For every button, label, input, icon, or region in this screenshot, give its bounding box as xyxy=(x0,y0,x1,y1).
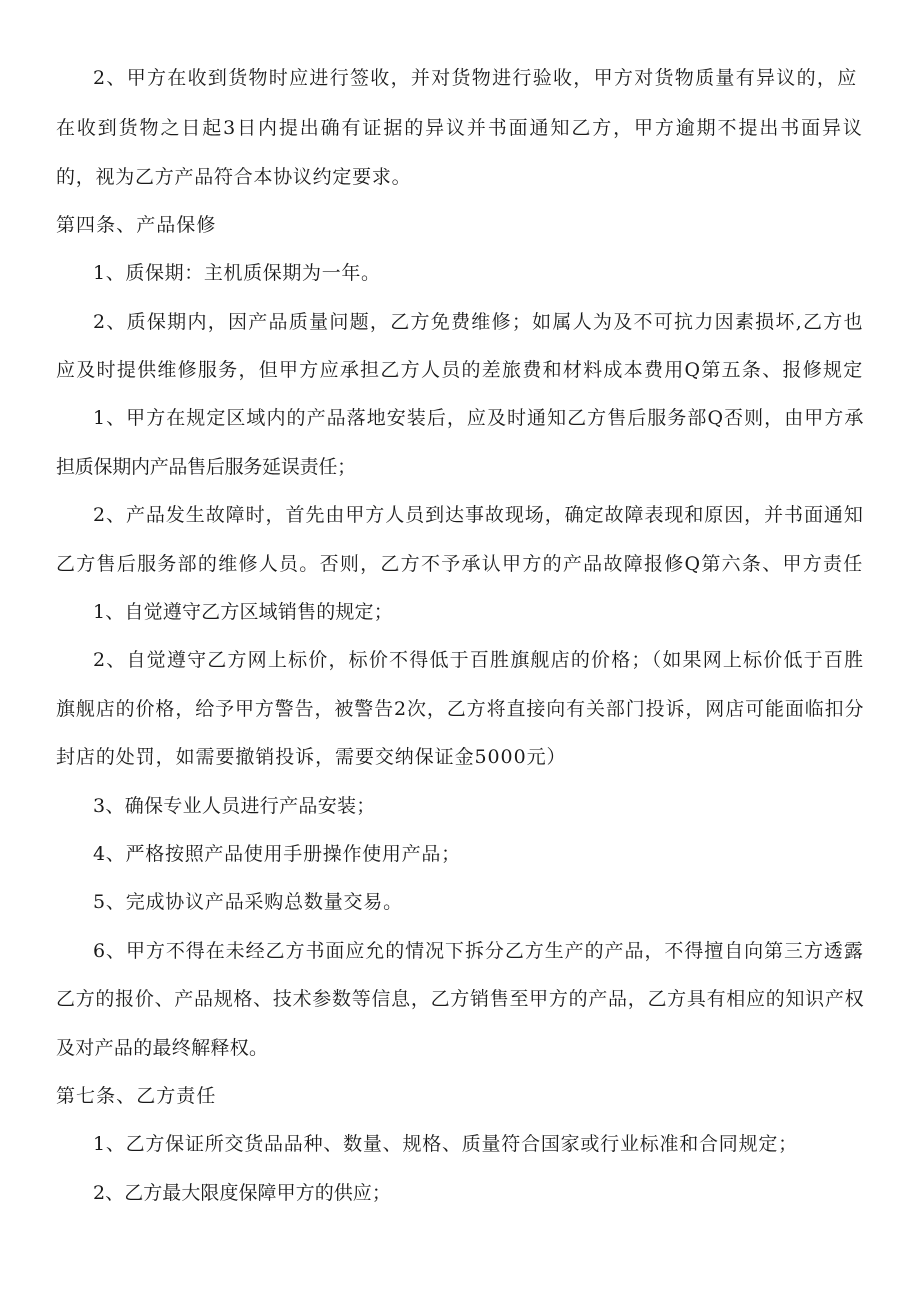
paragraph-line: 6、甲方不得在未经乙方书面应允的情况下拆分乙方生产的产品，不得擅自向第三方透露 xyxy=(93,940,864,962)
paragraph-line: 1、乙方保证所交货品品种、数量、规格、质量符合国家或行业标准和合同规定； xyxy=(93,1133,798,1155)
paragraph-line: 2、乙方最大限度保障甲方的供应； xyxy=(93,1182,391,1204)
paragraph-line: 乙方售后服务部的维修人员。否则，乙方不予承认甲方的产品故障报修Q第六条、甲方责任 xyxy=(56,553,864,575)
paragraph-line: 1、自觉遵守乙方区域销售的规定； xyxy=(93,601,393,623)
paragraph-line: 3、确保专业人员进行产品安装； xyxy=(93,795,376,817)
paragraph-line: 乙方的报价、产品规格、技术参数等信息，乙方销售至甲方的产品，乙方具有相应的知识产权 xyxy=(56,988,865,1010)
paragraph-line: 封店的处罚，如需要撤销投诉，需要交纳保证金5000元） xyxy=(56,746,567,768)
paragraph-line: 1、质保期：主机质保期为一年。 xyxy=(93,262,381,284)
paragraph-line: 2、甲方在收到货物时应进行签收，并对货物进行验收，甲方对货物质量有异议的，应 xyxy=(93,67,858,89)
paragraph-line: 的，视为乙方产品符合本协议约定要求。 xyxy=(56,166,412,188)
paragraph-line: 4、严格按照产品使用手册操作使用产品； xyxy=(93,843,461,865)
section-heading: 第四条、产品保修 xyxy=(56,214,217,236)
paragraph-line: 1、甲方在规定区域内的产品落地安装后，应及时通知乙方售后服务部Q否则，由甲方承 xyxy=(93,407,865,429)
section-heading: 第七条、乙方责任 xyxy=(56,1085,217,1107)
paragraph-line: 担质保期内产品售后服务延误责任； xyxy=(56,456,356,478)
paragraph-line: 应及时提供维修服务，但甲方应承担乙方人员的差旅费和材料成本费用Q第五条、报修规定 xyxy=(56,359,864,381)
paragraph-line: 2、产品发生故障时，首先由甲方人员到达事故现场，确定故障表现和原因，并书面通知 xyxy=(93,504,864,526)
paragraph-line: 在收到货物之日起3日内提出确有证据的异议并书面通知乙方，甲方逾期不提出书面异议 xyxy=(56,117,864,139)
paragraph-line: 旗舰店的价格，给予甲方警告，被警告2次，乙方将直接向有关部门投诉，网店可能面临扣分 xyxy=(56,698,865,720)
paragraph-line: 5、完成协议产品采购总数量交易。 xyxy=(93,891,403,913)
paragraph-line: 2、自觉遵守乙方网上标价，标价不得低于百胜旗舰店的价格；（如果网上标价低于百胜 xyxy=(93,649,865,671)
paragraph-line: 2、质保期内，因产品质量问题，乙方免费维修；如属人为及不可抗力因素损坏,乙方也 xyxy=(93,311,864,333)
paragraph-line: 及对产品的最终解释权。 xyxy=(56,1037,269,1059)
